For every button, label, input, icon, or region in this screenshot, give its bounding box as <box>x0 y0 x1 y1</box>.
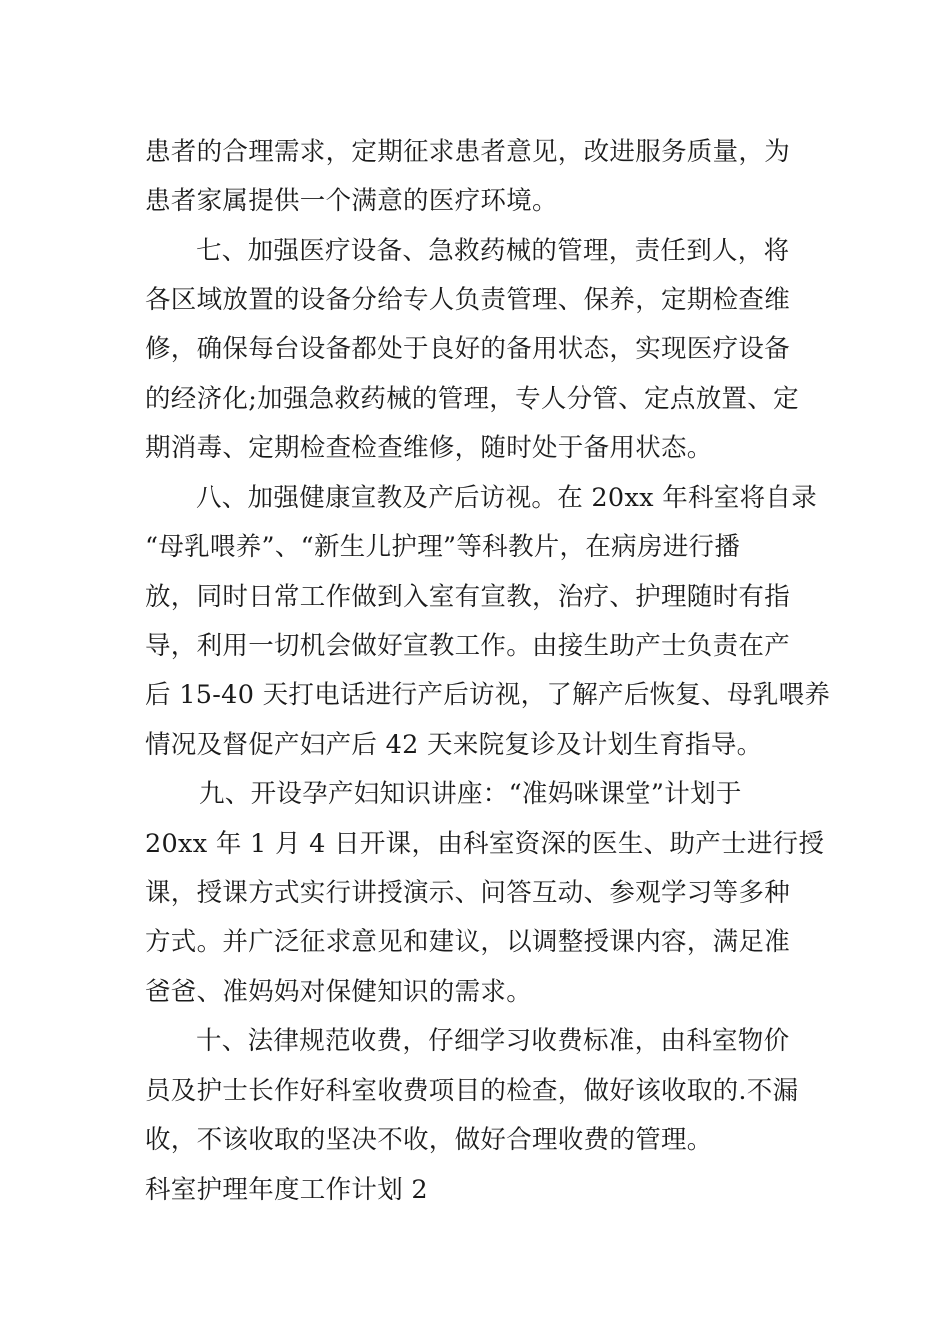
body-text-line: 各区域放置的设备分给专人负责管理、保养，定期检查维 <box>145 285 791 315</box>
body-text-line: 爸爸、准妈妈对保健知识的需求。 <box>145 977 533 1007</box>
paragraph-9-first-line: 九、开设孕产妇知识讲座：“准妈咪课堂”计划于 <box>199 779 742 809</box>
paragraph-10-first-line: 十、法律规范收费，仔细学习收费标准，由科室物价 <box>196 1026 790 1056</box>
body-text-line: 方式。并广泛征求意见和建议，以调整授课内容，满足准 <box>145 927 791 957</box>
body-text-line: 后 15-40 天打电话进行产后访视，了解产后恢复、母乳喂养 <box>145 680 831 710</box>
body-text-line: “母乳喂养”、“新生儿护理”等科教片，在病房进行播 <box>145 532 741 562</box>
body-text-line: 情况及督促产妇产后 42 天来院复诊及计划生育指导。 <box>145 730 763 760</box>
body-text-line: 的经济化;加强急救药械的管理，专人分管、定点放置、定 <box>145 384 799 414</box>
paragraph-7-first-line: 七、加强医疗设备、急救药械的管理，责任到人，将 <box>196 236 790 266</box>
body-text-line: 期消毒、定期检查检查维修，随时处于备用状态。 <box>145 433 713 463</box>
body-text-line: 修，确保每台设备都处于良好的备用状态，实现医疗设备 <box>145 334 791 364</box>
body-text-line: 员及护士长作好科室收费项目的检查，做好该收取的.不漏 <box>145 1076 799 1106</box>
body-text-line: 20xx 年 1 月 4 日开课，由科室资深的医生、助产士进行授 <box>145 829 825 859</box>
section-heading: 科室护理年度工作计划 2 <box>145 1175 428 1205</box>
body-text-line: 患者的合理需求，定期征求患者意见，改进服务质量，为 <box>145 137 791 167</box>
body-text-line: 导，利用一切机会做好宣教工作。由接生助产士负责在产 <box>145 631 791 661</box>
body-text-line: 收，不该收取的坚决不收，做好合理收费的管理。 <box>145 1125 713 1155</box>
body-text-line: 放，同时日常工作做到入室有宣教，治疗、护理随时有指 <box>145 582 791 612</box>
body-text-line: 患者家属提供一个满意的医疗环境。 <box>145 186 558 216</box>
body-text-line: 课，授课方式实行讲授演示、问答互动、参观学习等多种 <box>145 878 791 908</box>
paragraph-8-first-line: 八、加强健康宣教及产后访视。在 20xx 年科室将自录 <box>196 483 818 513</box>
